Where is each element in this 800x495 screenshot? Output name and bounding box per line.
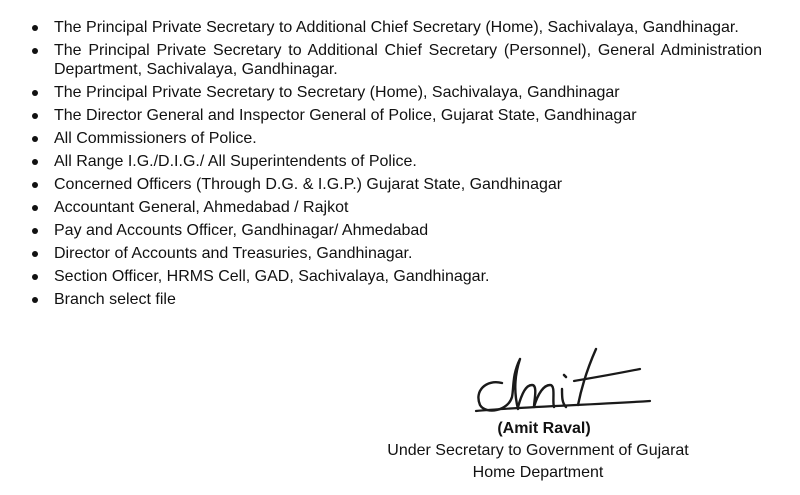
bullet-icon xyxy=(32,136,38,142)
recipient-text: Accountant General, Ahmedabad / Rajkot xyxy=(54,199,349,216)
bullet-icon xyxy=(32,113,38,119)
signature-block xyxy=(368,345,708,495)
bullet-icon xyxy=(32,159,38,165)
recipient-text: Section Officer, HRMS Cell, GAD, Sachivalaya, Gandhinagar. xyxy=(54,268,490,285)
signatory-name: (Amit Raval) xyxy=(497,420,591,437)
list-item xyxy=(32,106,762,125)
bullet-icon xyxy=(32,182,38,188)
bullet-icon xyxy=(32,251,38,257)
recipient-text: The Principal Private Secretary to Additional Chief Secretary (Personnel), General Administration Department, Sachivalaya, Gandhinagar. xyxy=(54,42,762,78)
list-item xyxy=(32,152,762,171)
list-item xyxy=(32,18,762,37)
list-item xyxy=(32,175,762,194)
recipient-text: Pay and Accounts Officer, Gandhinagar/ Ahmedabad xyxy=(54,222,429,239)
list-item xyxy=(32,129,762,148)
bullet-icon xyxy=(32,205,38,211)
recipient-text: Concerned Officers (Through D.G. & I.G.P.) Gujarat State, Gandhinagar xyxy=(54,176,563,193)
list-item xyxy=(32,41,762,79)
list-item xyxy=(32,83,762,102)
recipient-text: Director of Accounts and Treasuries, Gandhinagar. xyxy=(54,245,413,262)
recipient-list xyxy=(32,18,762,313)
recipient-text: The Director General and Inspector General of Police, Gujarat State, Gandhinagar xyxy=(54,107,637,124)
recipient-text: All Commissioners of Police. xyxy=(54,130,257,147)
handwritten-signature xyxy=(468,345,658,425)
signatory-department: Home Department xyxy=(472,464,604,481)
recipient-text: Branch select file xyxy=(54,291,176,308)
signatory-designation: Under Secretary to Government of Gujarat xyxy=(387,442,689,459)
recipient-text: The Principal Private Secretary to Secretary (Home), Sachivalaya, Gandhinagar xyxy=(54,84,620,101)
list-item xyxy=(32,267,762,286)
bullet-icon xyxy=(32,90,38,96)
list-item xyxy=(32,290,762,309)
list-item xyxy=(32,244,762,263)
bullet-icon xyxy=(32,25,38,31)
bullet-icon xyxy=(32,274,38,280)
recipient-text: The Principal Private Secretary to Additional Chief Secretary (Home), Sachivalaya, Gandhinagar. xyxy=(54,19,739,36)
bullet-icon xyxy=(32,228,38,234)
list-item xyxy=(32,198,762,217)
bullet-icon xyxy=(32,297,38,303)
list-item xyxy=(32,221,762,240)
recipient-text: All Range I.G./D.I.G./ All Superintendents of Police. xyxy=(54,153,417,170)
bullet-icon xyxy=(32,48,38,54)
